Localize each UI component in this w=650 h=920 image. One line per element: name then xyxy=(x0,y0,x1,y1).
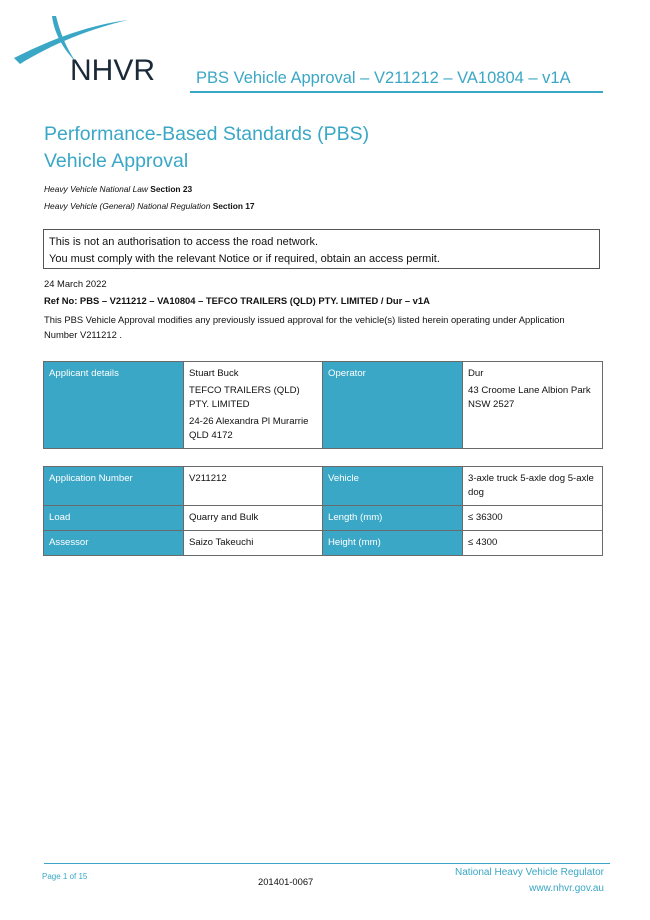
page-title-line2: Vehicle Approval xyxy=(44,150,189,172)
page-number: Page 1 of 15 xyxy=(42,872,88,881)
nhvr-logo xyxy=(12,14,182,86)
assessor-value: Saizo Takeuchi xyxy=(184,531,323,556)
table-row xyxy=(44,362,603,449)
regulation-section: Section 17 xyxy=(212,201,255,211)
page-title xyxy=(44,121,369,175)
legislation-name: Heavy Vehicle National Law xyxy=(44,184,148,194)
legislation-reference xyxy=(44,184,192,194)
load-value: Quarry and Bulk xyxy=(184,506,323,531)
table-row xyxy=(44,506,603,531)
operator-address: 43 Croome Lane Albion Park NSW 2527 xyxy=(468,385,591,410)
operator-name: Dur xyxy=(468,368,484,379)
length-label: Length (mm) xyxy=(323,506,463,531)
organisation-url[interactable]: www.nhvr.gov.au xyxy=(529,883,604,894)
applicant-address: 24-26 Alexandra Pl Murarrie QLD 4172 xyxy=(189,416,309,441)
table-row xyxy=(44,531,603,556)
height-label: Height (mm) xyxy=(323,531,463,556)
regulation-name: Heavy Vehicle (General) National Regulation xyxy=(44,201,211,211)
notice-line2: You must comply with the relevant Notice or if required, obtain an access permit. xyxy=(49,252,440,265)
logo-wordmark: NHVR xyxy=(70,54,156,86)
vehicle-label: Vehicle xyxy=(323,467,463,506)
vehicle-details-table xyxy=(43,466,603,556)
assessor-label: Assessor xyxy=(44,531,184,556)
reference-number: Ref No: PBS – V211212 – VA10804 – TEFCO TRAILERS (QLD) PTY. LIMITED / Dur – v1A xyxy=(44,295,430,306)
regulation-reference xyxy=(44,201,255,211)
header-rule xyxy=(190,91,603,93)
document-code: 201401-0067 xyxy=(258,876,314,887)
issue-date: 24 March 2022 xyxy=(44,278,107,289)
operator-details xyxy=(463,362,603,449)
legislation-section: Section 23 xyxy=(150,184,193,194)
notice-box xyxy=(43,229,600,269)
vehicle-value: 3-axle truck 5-axle dog 5-axle dog xyxy=(463,467,603,506)
applicant-details xyxy=(184,362,323,449)
footer-rule xyxy=(44,863,610,864)
applicant-company: TEFCO TRAILERS (QLD) PTY. LIMITED xyxy=(189,385,300,410)
logo-swoosh-icon xyxy=(12,14,182,86)
load-label: Load xyxy=(44,506,184,531)
operator-label: Operator xyxy=(323,362,463,449)
application-number-value: V211212 xyxy=(184,467,323,506)
length-value: ≤ 36300 xyxy=(463,506,603,531)
applicant-name: Stuart Buck xyxy=(189,368,239,379)
applicant-table xyxy=(43,361,603,449)
intro-paragraph: This PBS Vehicle Approval modifies any previously issued approval for the vehicle(s) listed herein operating under Application Number V211212 . xyxy=(44,314,565,340)
application-number-label: Application Number xyxy=(44,467,184,506)
height-value: ≤ 4300 xyxy=(463,531,603,556)
table-row xyxy=(44,467,603,506)
applicant-label: Applicant details xyxy=(44,362,184,449)
header-title: PBS Vehicle Approval – V211212 – VA10804 – v1A xyxy=(196,69,571,87)
organisation-name: National Heavy Vehicle Regulator xyxy=(455,867,604,878)
notice-line1: This is not an authorisation to access the road network. xyxy=(49,236,319,248)
page-title-line1: Performance-Based Standards (PBS) xyxy=(44,123,370,145)
